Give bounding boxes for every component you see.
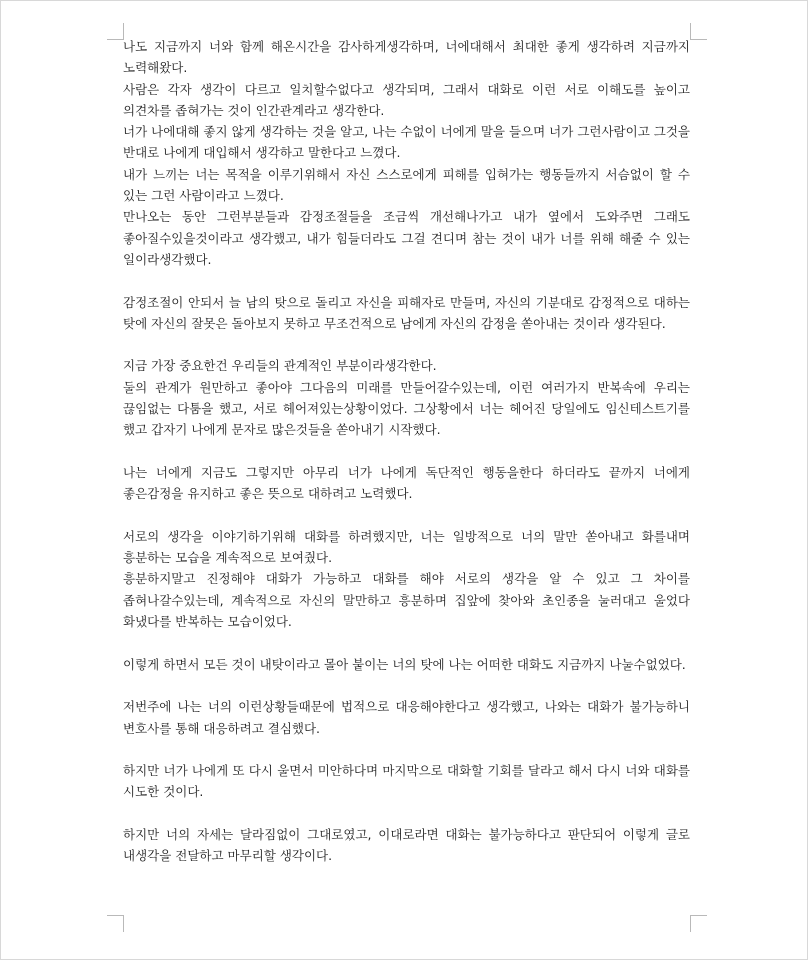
document-body[interactable] (123, 36, 690, 867)
paragraph-14: 하지만 너가 나에게 또 다시 울면서 미안하다며 마지막으로 대화할 기회를 달라고 해서 다시 너와 대화를 시도한 것이다. (123, 763, 690, 800)
paragraph-6: 감정조절이 안되서 늘 남의 탓으로 돌리고 자신을 피해자로 만들며, 자신의 기분대로 감정적으로 대하는 탓에 자신의 잘못은 돌아보지 못하고 무조건적으로 남에게 자신의 감정을 쏟아내는 것이라 생각된다. (123, 294, 690, 331)
margin-corner-top-right (690, 23, 707, 40)
paragraph-7: 지금 가장 중요한건 우리들의 관계적인 부분이라생각한다. (123, 358, 437, 374)
paragraph-10: 서로의 생각을 이야기하기위해 대화를 하려했지만, 너는 일방적으로 너의 말만 쏟아내고 화를내며 흥분하는 모습을 계속적으로 보여줬다. (123, 528, 690, 566)
paragraph-5: 만나오는 동안 그런부분들과 감정조절들을 조금씩 개선해나가고 내가 옆에서 도와주면 그래도 좋아질수있을것이라고 생각했고, 내가 힘들더라도 그걸 견디며 참는 것이 내가 너를 위해 해줄 수 있는 일이라생각했다. (123, 209, 690, 267)
paragraph-3: 너가 나에대해 좋지 않게 생각하는 것을 알고, 나는 수없이 너에게 말을 들으며 너가 그런사람이고 그것을 반대로 나에게 대입해서 생각하고 말한다고 느꼈다. (123, 124, 690, 161)
paragraph-2: 사람은 각자 생각이 다르고 일치할수없다고 생각되며, 그래서 대화로 이런 서로 이해도를 높이고 의견차를 좁혀가는 것이 인간관계라고 생각한다. (123, 81, 690, 118)
paragraph-8: 둘의 관계가 원만하고 좋아야 그다음의 미래를 만들어갈수있는데, 이런 여러가지 반복속에 우리는 끊임없는 다툼을 했고, 서로 헤어져있는상황이었다. 그상황에서 너는 헤어진 당일에도 임신테스트기를 했고 갑자기 나에게 문자로 많은것들을 쏟아내기 시작했다. (123, 379, 690, 438)
margin-corner-bottom-right (690, 915, 707, 932)
margin-corner-bottom-left (107, 915, 124, 932)
paragraph-15: 하지만 너의 자세는 달라짐없이 그대로였고, 이대로라면 대화는 불가능하다고 판단되어 이렇게 글로 내생각을 전달하고 마무리할 생각이다. (123, 826, 690, 864)
paragraph-12: 이렇게 하면서 모든 것이 내탓이라고 몰아 붙이는 너의 탓에 나는 어떠한 대화도 지금까지 나눌수없었다. (123, 656, 686, 672)
paragraph-4: 내가 느끼는 너는 목적을 이루기위해서 자신 스스로에게 피해를 입혀가는 행동들까지 서슴없이 할 수 있는 그런 사람이라고 느꼈다. (123, 166, 690, 204)
paragraph-13: 저번주에 나는 너의 이런상황들때문에 법적으로 대응해야한다고 생각했고, 나와는 대화가 불가능하니 변호사를 통해 대응하려고 결심했다. (123, 699, 690, 736)
paragraph-1: 나도 지금까지 너와 함께 해온시간을 감사하게생각하며, 너에대해서 최대한 좋게 생각하려 지금까지 노력해왔다. (123, 39, 690, 76)
paragraph-9: 나는 너에게 지금도 그렇지만 아무리 너가 나에게 독단적인 행동을한다 하더라도 끝까지 너에게 좋은감정을 유지하고 좋은 뜻으로 대하려고 노력했다. (123, 464, 690, 502)
margin-corner-top-left (107, 23, 124, 40)
paragraph-11: 흥분하지말고 진정해야 대화가 가능하고 대화를 해야 서로의 생각을 알 수 있고 그 차이를 좁혀나갈수있는데, 계속적으로 자신의 말만하고 흥분하며 집앞에 찾아와 초인종을 눌러대고 울었다 화냈다를 반복하는 모습이었다. (123, 571, 690, 630)
